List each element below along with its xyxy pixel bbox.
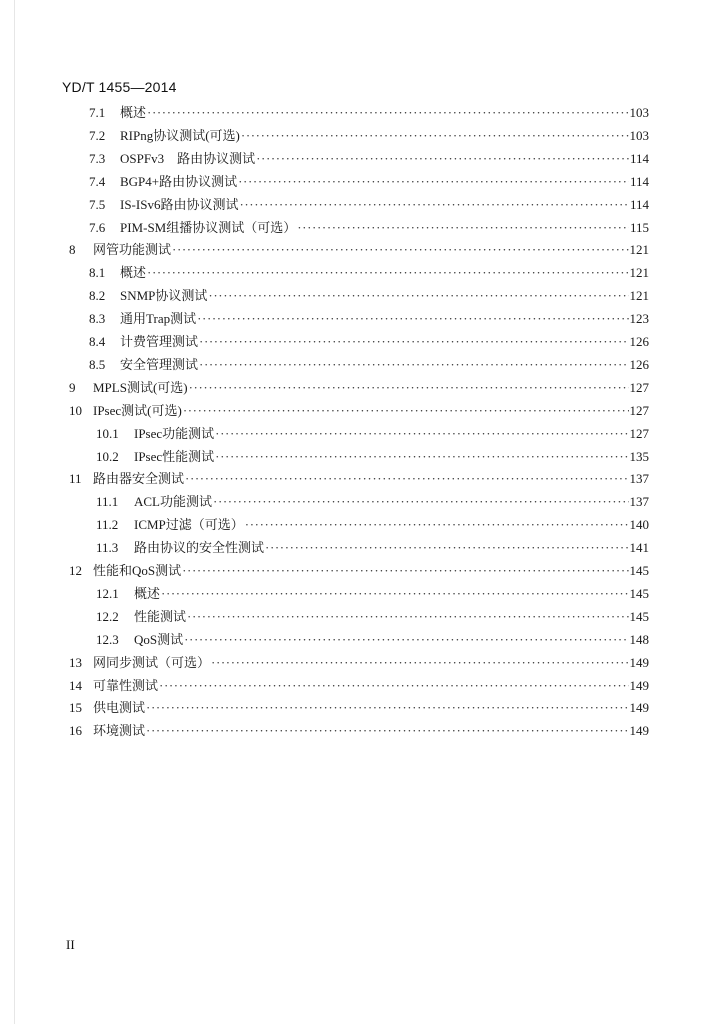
toc-entry-number: 8.3: [89, 311, 106, 327]
toc-entry-title: 通用Trap测试: [120, 311, 197, 327]
toc-entry[interactable]: [89, 125, 649, 145]
toc-entry-title: ICMP过滤（可选）: [134, 517, 244, 533]
toc-entry-number: 12.2: [96, 608, 119, 624]
toc-entry-title: IPsec性能测试: [134, 448, 215, 464]
toc-entry[interactable]: [69, 697, 649, 717]
toc-entry[interactable]: [89, 194, 649, 214]
toc-entry-number: 16: [69, 723, 82, 739]
toc-entry-page: 149: [629, 723, 649, 739]
toc-entry-number: 7.1: [89, 105, 106, 120]
scan-edge-line: [14, 0, 15, 1024]
toc-entry[interactable]: [89, 262, 649, 282]
toc-entry-page: 127: [629, 379, 649, 395]
toc-entry-page: 137: [629, 494, 649, 510]
toc-dot-leader: [161, 586, 628, 602]
toc-entry-page: 114: [629, 196, 649, 212]
toc-entry-number: 12.1: [96, 585, 119, 601]
toc-dot-leader: [239, 197, 629, 213]
toc-entry-number: 8.2: [89, 288, 106, 304]
toc-entry-title: IPsec功能测试: [134, 425, 215, 441]
toc-entry-title: 可靠性测试: [93, 677, 159, 693]
toc-entry-title: OSPFv3 路由协议测试: [120, 150, 256, 166]
toc-entry[interactable]: [69, 400, 649, 420]
toc-entry-title: 路由协议的安全性测试: [134, 540, 265, 556]
toc-entry-page: 145: [629, 563, 649, 578]
toc-entry-page: 149: [629, 677, 649, 693]
toc-dot-leader: [146, 700, 628, 716]
toc-entry-page: 148: [629, 631, 649, 647]
toc-entry[interactable]: [96, 423, 649, 443]
toc-dot-leader: [182, 563, 628, 579]
toc-dot-leader: [147, 265, 628, 281]
toc-entry-number: 11: [69, 471, 82, 487]
toc-entry[interactable]: [69, 652, 649, 672]
toc-dot-leader: [265, 540, 628, 556]
toc-entry-number: 13: [69, 654, 82, 670]
toc-entry[interactable]: [89, 308, 649, 328]
toc-entry-title: BGP4+路由协议测试: [120, 173, 238, 189]
toc-dot-leader: [241, 128, 629, 144]
toc-entry-page: 127: [629, 402, 649, 418]
toc-entry-title: 性能测试: [134, 608, 187, 624]
toc-entry-number: 11.2: [96, 517, 119, 533]
toc-entry-page: 121: [629, 265, 649, 281]
toc-entry-number: 11.1: [96, 494, 119, 510]
toc-entry-number: 9: [69, 379, 76, 395]
toc-dot-leader: [215, 449, 628, 465]
toc-entry-page: 126: [629, 356, 649, 372]
toc-entry-title: ACL功能测试: [134, 494, 213, 510]
toc-entry-number: 7.3: [89, 150, 106, 166]
page-number: II: [66, 937, 75, 952]
toc-dot-leader: [159, 678, 628, 694]
toc-dot-leader: [184, 632, 628, 648]
toc-entry-number: 12: [69, 563, 82, 578]
toc-entry[interactable]: [96, 606, 649, 626]
toc-entry-number: 7.2: [89, 127, 106, 143]
toc-dot-leader: [172, 242, 628, 258]
toc-entry-page: 149: [629, 700, 649, 716]
toc-entry-page: 137: [629, 471, 649, 487]
toc-entry[interactable]: [89, 217, 649, 237]
toc-dot-leader: [183, 403, 629, 419]
toc-entry-title: RIPng协议测试(可选): [120, 127, 240, 143]
toc-entry-page: 145: [629, 608, 649, 624]
toc-entry-title: 计费管理测试: [120, 334, 199, 349]
toc-entry[interactable]: [89, 285, 649, 305]
toc-entry-title: QoS测试: [134, 631, 184, 647]
toc-entry-number: 10.1: [96, 425, 119, 441]
toc-entry[interactable]: [69, 468, 649, 488]
toc-entry-title: 概述: [120, 265, 147, 281]
toc-entry-page: 149: [629, 654, 649, 670]
toc-dot-leader: [245, 517, 629, 533]
toc-entry[interactable]: [89, 354, 649, 374]
toc-dot-leader: [213, 494, 628, 510]
toc-dot-leader: [185, 471, 628, 487]
toc-entry-number: 8.1: [89, 265, 106, 281]
toc-entry-number: 14: [69, 677, 82, 693]
toc-entry-number: 12.3: [96, 631, 119, 647]
toc-entry[interactable]: [89, 331, 649, 351]
toc-dot-leader: [238, 174, 629, 190]
toc-dot-leader: [208, 288, 628, 304]
toc-entry-title: 网管功能测试: [93, 242, 172, 258]
toc-entry-title: IS-ISv6路由协议测试: [120, 196, 239, 212]
toc-entry-title: 环境测试: [93, 723, 146, 739]
toc-entry-page: 115: [629, 219, 649, 235]
toc-entry-page: 121: [629, 242, 649, 258]
toc-entry-title: IPsec测试(可选): [93, 402, 182, 418]
toc-entry[interactable]: [89, 102, 649, 122]
toc-entry[interactable]: [96, 491, 649, 511]
toc-entry-number: 8.4: [89, 334, 106, 349]
toc-entry-page: 126: [629, 334, 649, 349]
toc-entry-number: 10.2: [96, 448, 119, 464]
toc-entry[interactable]: [96, 514, 649, 534]
toc-entry-title: 供电测试: [93, 700, 146, 716]
toc-entry-title: SNMP协议测试: [120, 288, 208, 304]
toc-entry-page: 121: [629, 288, 649, 304]
toc-entry[interactable]: [69, 675, 649, 695]
toc-dot-leader: [211, 655, 628, 671]
toc-entry-page: 103: [629, 105, 649, 120]
toc-dot-leader: [147, 105, 628, 121]
toc-entry-title: 性能和QoS测试: [93, 563, 182, 578]
toc-entry[interactable]: [96, 629, 649, 649]
toc-entry[interactable]: [69, 239, 649, 259]
toc-entry[interactable]: [69, 720, 649, 740]
toc-dot-leader: [199, 334, 628, 350]
toc-entry[interactable]: [96, 446, 649, 466]
toc-entry-title: 路由器安全测试: [93, 471, 185, 487]
document-id-header: YD/T 1455—2014: [62, 79, 177, 95]
toc-entry-title: 概述: [120, 105, 147, 120]
toc-entry-number: 15: [69, 700, 82, 716]
toc-entry-number: 7.6: [89, 219, 106, 235]
toc-entry-page: 135: [629, 448, 649, 464]
toc-dot-leader: [215, 426, 628, 442]
toc-entry-page: 114: [629, 173, 649, 189]
toc-dot-leader: [189, 380, 629, 396]
toc-entry-title: 概述: [134, 585, 161, 601]
toc-entry[interactable]: [96, 537, 649, 557]
toc-entry[interactable]: [69, 377, 649, 397]
toc-entry-number: 11.3: [96, 540, 119, 556]
toc-dot-leader: [146, 723, 628, 739]
toc-dot-leader: [187, 609, 628, 625]
toc-entry-page: 145: [629, 585, 649, 601]
toc-entry-title: PIM-SM组播协议测试（可选）: [120, 219, 297, 235]
toc-entry-number: 8: [69, 242, 76, 258]
toc-entry-title: 网同步测试（可选）: [93, 654, 211, 670]
toc-entry-title: MPLS测试(可选): [93, 379, 188, 395]
toc-entry-number: 8.5: [89, 356, 106, 372]
toc-entry-number: 10: [69, 402, 82, 418]
toc-dot-leader: [197, 311, 628, 327]
toc-entry[interactable]: [89, 171, 649, 191]
toc-dot-leader: [199, 357, 628, 373]
toc-entry-page: 123: [629, 311, 649, 327]
toc-entry[interactable]: [69, 560, 649, 580]
toc-entry-page: 103: [629, 127, 649, 143]
toc-entry-page: 140: [629, 517, 649, 533]
toc-entry[interactable]: [89, 148, 649, 168]
toc-entry-page: 127: [629, 425, 649, 441]
toc-entry-page: 141: [629, 540, 649, 556]
toc-entry-number: 7.5: [89, 196, 106, 212]
toc-dot-leader: [297, 220, 629, 236]
toc-entry-title: 安全管理测试: [120, 356, 199, 372]
toc-entry-page: 114: [629, 150, 649, 166]
toc-entry-number: 7.4: [89, 173, 106, 189]
toc-entry[interactable]: [96, 583, 649, 603]
toc-dot-leader: [256, 151, 629, 167]
